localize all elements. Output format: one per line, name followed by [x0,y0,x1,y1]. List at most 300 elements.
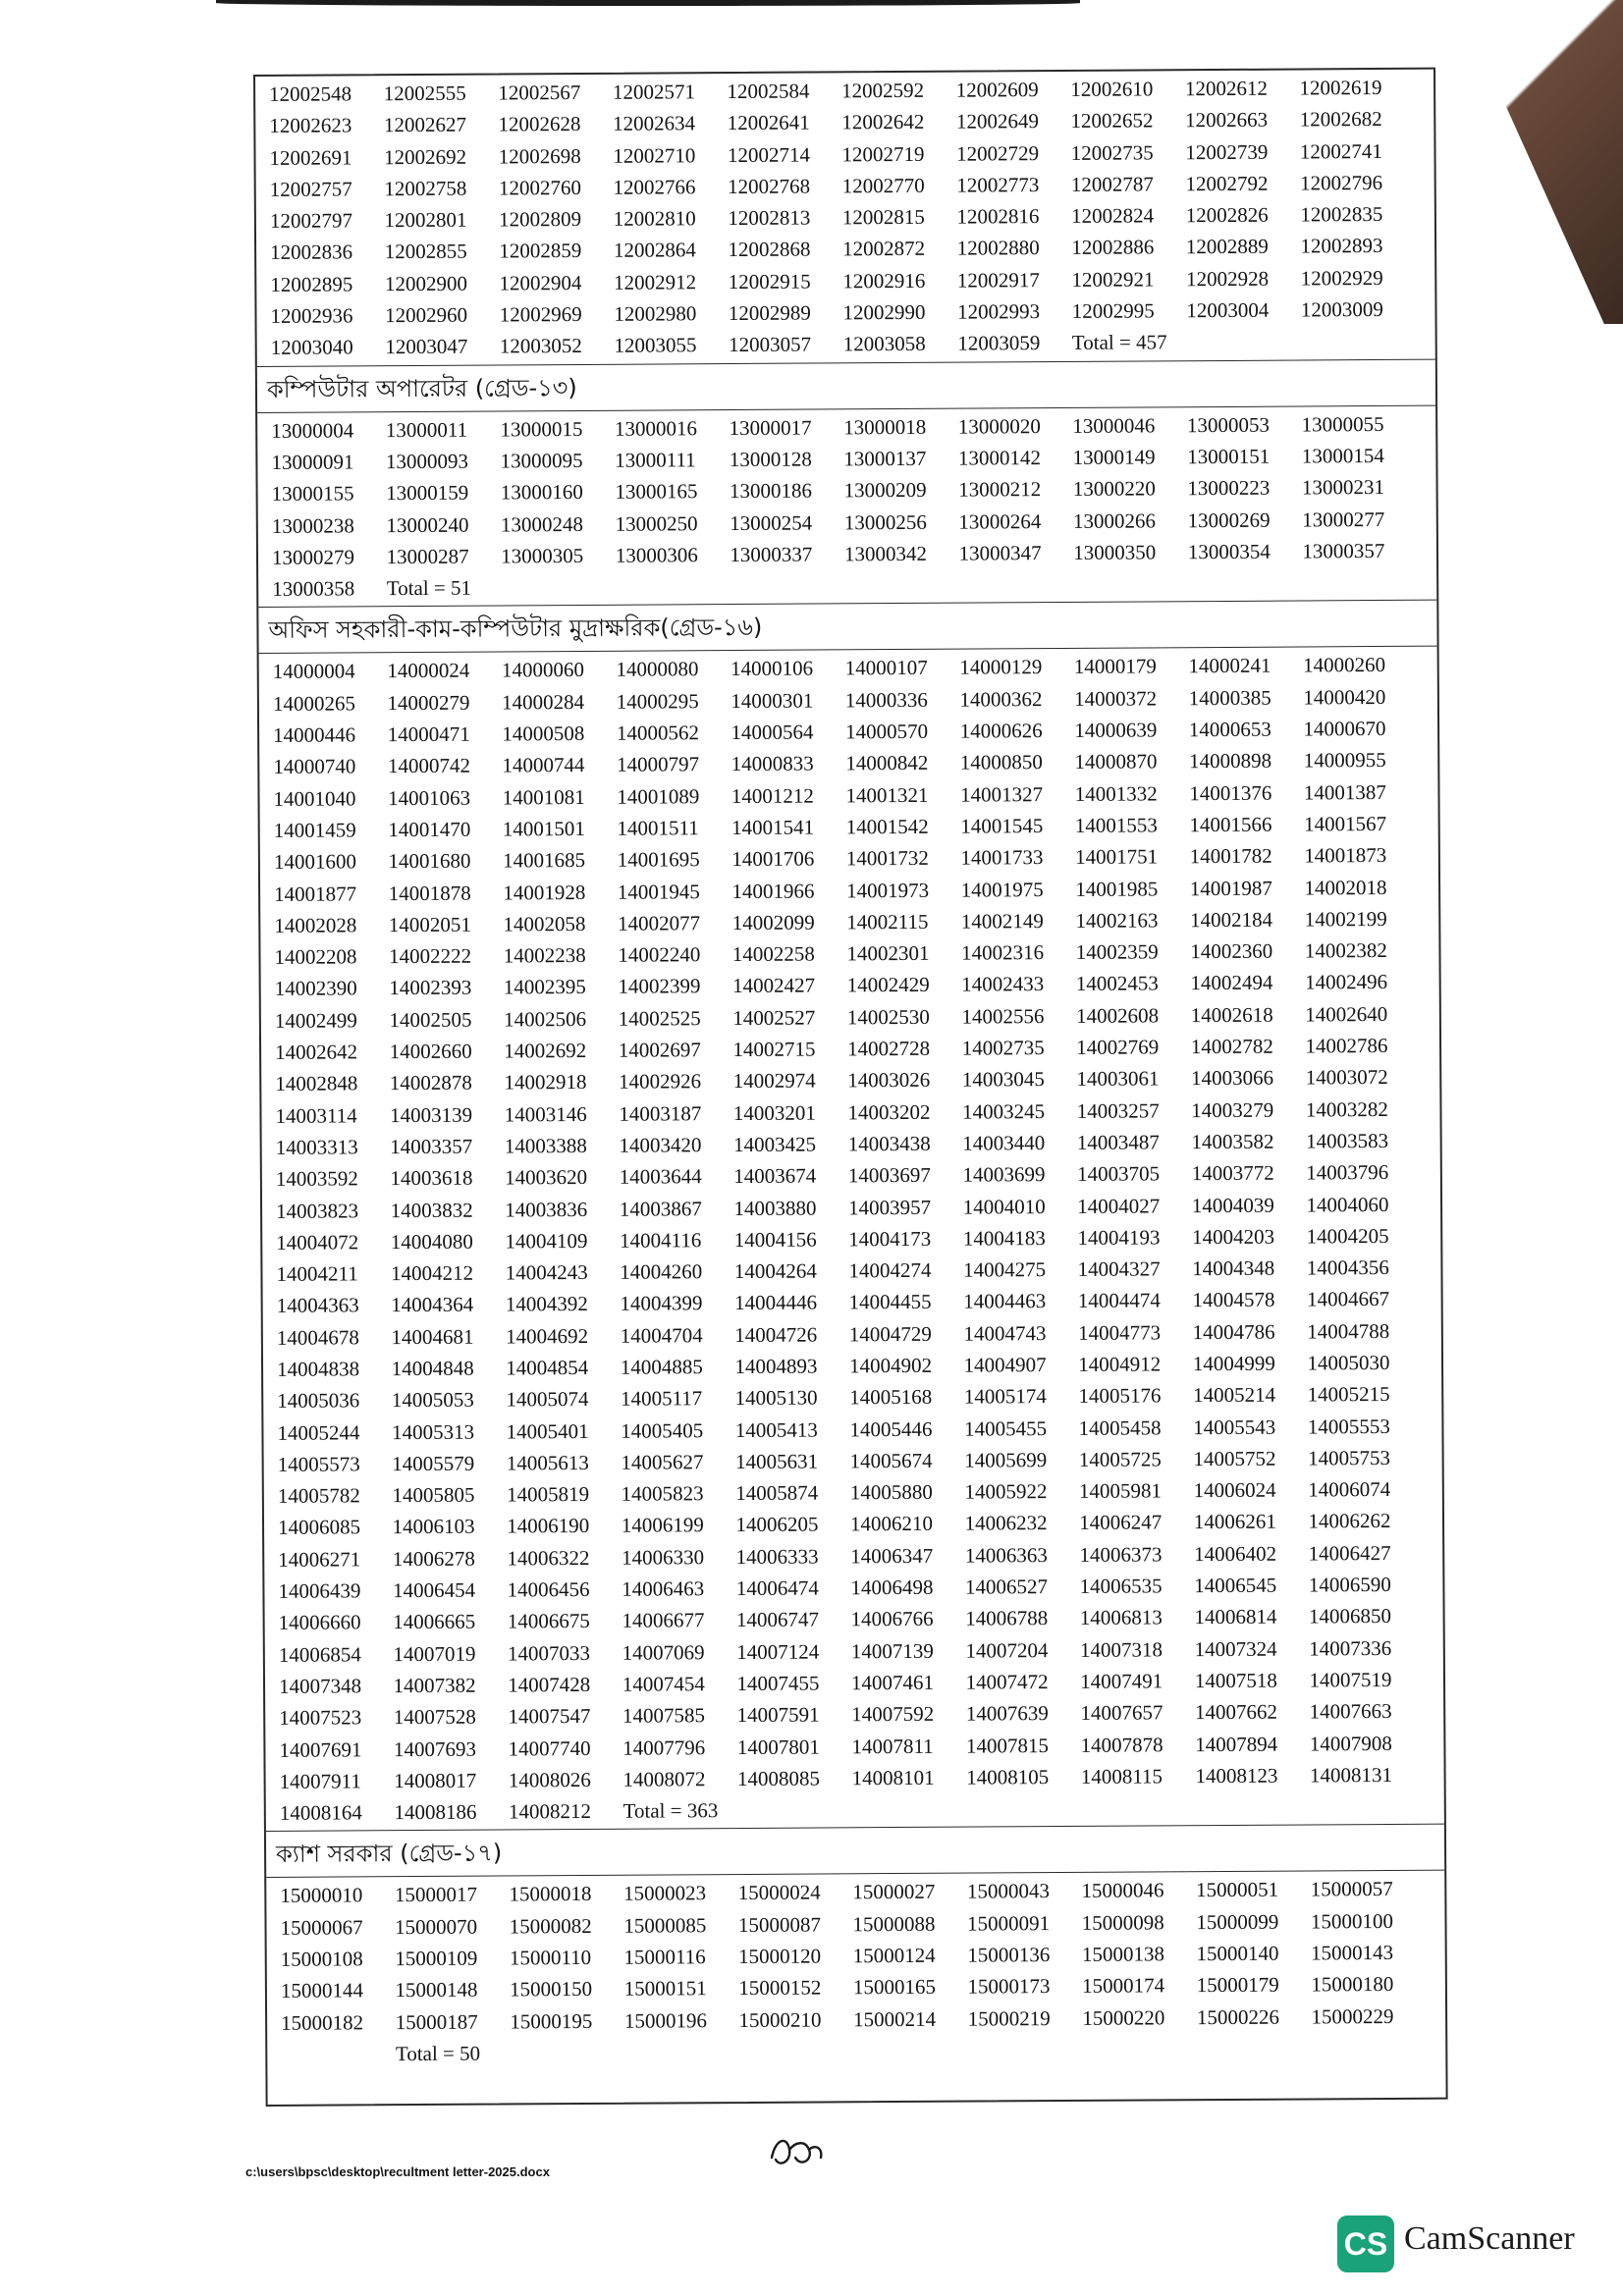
roll-number: 14005130 [734,1385,818,1411]
roll-number: 15000143 [1311,1940,1394,1965]
roll-number: 13000347 [958,540,1042,565]
roll-number: 14003836 [505,1197,588,1221]
roll-number: 14006402 [1193,1541,1277,1566]
roll-number: 14004704 [620,1322,703,1348]
roll-number: 14004838 [276,1357,360,1381]
roll-number: 14007591 [736,1702,820,1728]
roll-number: 14007069 [622,1639,705,1665]
roll-number: 14003388 [504,1133,587,1158]
roll-number: 15000173 [967,1974,1051,1999]
roll-number: 14002530 [846,1004,930,1030]
roll-number: 13000354 [1187,539,1271,564]
roll-number: 13000342 [843,541,928,566]
roll-number: 14002642 [275,1040,358,1064]
roll-number: 12002760 [498,175,581,200]
roll-number: 15000229 [1311,2003,1394,2029]
roll-number: 14002848 [275,1071,358,1096]
roll-number: 14004027 [1077,1193,1161,1218]
roll-number: 14004211 [276,1261,358,1286]
roll-number: 12002766 [613,175,696,199]
roll-number: 14006363 [964,1542,1048,1568]
roll-number: 14002453 [1075,971,1159,996]
section-total: Total = 51 [386,575,472,601]
roll-number: 14001685 [503,848,586,873]
roll-number: 15000108 [280,1947,363,1971]
roll-number: 13000306 [615,543,698,567]
roll-number: 12002886 [1071,235,1155,260]
roll-number: 14005819 [506,1482,590,1507]
roll-number: 14001387 [1303,779,1386,805]
roll-number: 15000087 [737,1912,821,1937]
roll-number: 14003045 [961,1067,1045,1092]
roll-number: 14002115 [846,909,929,934]
roll-number: 14002878 [389,1070,472,1095]
roll-number: 14003026 [847,1068,931,1093]
roll-number: 14002163 [1075,908,1159,933]
roll-number: 12002619 [1299,75,1382,100]
roll-number: 15000018 [509,1882,592,1906]
roll-number: 13000004 [271,418,354,443]
roll-number: 12002880 [956,236,1040,261]
roll-number: 14000106 [730,656,814,681]
roll-number: 14001877 [274,881,357,906]
roll-number: 12002915 [728,269,811,294]
roll-number: 14007911 [279,1769,361,1793]
roll-number: 14007455 [736,1671,820,1695]
roll-number: 15000187 [395,2009,478,2034]
roll-number: 14000060 [501,658,584,682]
roll-number: 14006210 [849,1512,934,1536]
roll-number: 14004681 [391,1324,474,1349]
roll-number: 14006333 [735,1544,819,1569]
roll-number: 14004678 [276,1325,359,1350]
roll-number: 14007461 [850,1670,935,1695]
roll-number: 14002608 [1075,1003,1160,1028]
roll-number: 14000742 [387,754,470,778]
roll-number: 12002735 [1070,139,1154,165]
roll-number: 14002506 [503,1006,587,1032]
number-grid [266,1871,1445,2072]
roll-number: 14003697 [847,1163,931,1188]
roll-number: 14004463 [963,1289,1047,1313]
roll-number: 12002627 [383,112,466,137]
section-1 [257,359,1436,608]
roll-number: 12002995 [1071,298,1155,323]
camscanner-brand-text: CamScanner [1404,2220,1575,2257]
section-heading: কম্পিউটার অপারেটর (গ্রেড-১৩) [257,359,1435,412]
roll-number: 14003699 [962,1162,1046,1187]
roll-number: 12002824 [1071,203,1155,229]
roll-number: 12002609 [955,78,1039,102]
roll-number: 14006190 [507,1514,590,1538]
roll-number: 14003357 [390,1134,473,1159]
roll-number: 14000260 [1303,653,1386,677]
camscanner-logo-icon: CS [1337,2216,1394,2272]
roll-number: 14006205 [735,1512,819,1537]
roll-number: 14002786 [1305,1033,1388,1058]
roll-number: 13000254 [730,510,813,535]
roll-number: 14003201 [732,1100,816,1125]
roll-number: 14002697 [618,1038,701,1062]
roll-number: 12002729 [956,140,1040,166]
section-3 [266,1825,1445,2072]
roll-number: 14001928 [503,880,586,904]
roll-number: 13000220 [1072,476,1156,502]
roll-number: 12003055 [614,333,697,358]
roll-number: 15000057 [1310,1877,1393,1901]
roll-number: 14000372 [1074,686,1158,711]
roll-number: 14001332 [1074,781,1158,806]
roll-number: 14008026 [508,1767,591,1792]
roll-number: 14002184 [1190,907,1273,933]
roll-number: 14000670 [1303,717,1386,741]
roll-number: 14005176 [1078,1383,1162,1409]
roll-number: 13000266 [1072,507,1157,533]
roll-number: 14005579 [392,1451,475,1476]
roll-number: 13000017 [729,415,812,440]
roll-number: 15000179 [1196,1972,1279,1998]
roll-number: 13000155 [271,481,354,507]
roll-number: 12002757 [269,177,352,201]
roll-number: 14004212 [390,1260,474,1286]
roll-number: 14007547 [508,1704,591,1729]
roll-number: 14003279 [1191,1097,1274,1122]
roll-number: 15000027 [852,1880,936,1904]
roll-number: 14003880 [733,1196,817,1220]
roll-number: 15000116 [623,1945,706,1969]
roll-number: 14002499 [274,1008,357,1033]
roll-number: 14002782 [1190,1034,1273,1059]
roll-number: 13000248 [500,511,584,537]
roll-number: 15000136 [967,1943,1051,1967]
roll-number: 14000653 [1188,717,1271,742]
empty-cell [281,2038,396,2070]
roll-number: 14007796 [622,1735,706,1760]
roll-number: 13000223 [1187,475,1271,501]
roll-number: 14007033 [507,1640,591,1666]
roll-number: 14002505 [389,1007,472,1032]
roll-number: 14000284 [502,689,585,715]
roll-number: 15000010 [280,1883,363,1908]
roll-number: 14001733 [960,845,1044,870]
roll-number: 15000219 [967,2005,1051,2031]
roll-number: 14005981 [1078,1478,1163,1504]
roll-number: 15000100 [1310,1908,1393,1934]
roll-number: 12002623 [269,113,352,138]
roll-number: 13000011 [385,417,468,442]
roll-number: 14004010 [962,1194,1046,1219]
roll-number: 14001732 [845,846,929,871]
roll-number: 13000305 [501,543,584,568]
roll-number: 12002739 [1185,139,1269,164]
roll-number: 14006535 [1079,1574,1163,1598]
roll-number: 12002555 [383,80,466,106]
roll-number: 14004072 [276,1230,359,1255]
roll-number: 14007811 [851,1734,934,1758]
roll-number: 15000051 [1196,1878,1279,1902]
roll-number: 12003057 [729,332,812,357]
roll-number: 15000151 [623,1976,707,2002]
section-heading: অফিস সহকারী-কাম-কম্পিউটার মুদ্রাক্ষরিক(গ্রেড-১৬) [258,601,1436,654]
roll-number: 14000744 [502,753,585,777]
roll-number: 14001973 [845,878,930,902]
roll-number: 13000256 [843,509,927,534]
roll-number: 14007657 [1080,1700,1163,1726]
roll-number: 14006463 [622,1576,705,1601]
roll-number: 14002395 [503,975,586,999]
roll-number: 14003620 [504,1165,588,1190]
roll-number: 14006271 [278,1547,361,1572]
roll-number: 15000024 [737,1880,821,1905]
roll-number: 15000148 [395,1977,478,2002]
roll-number: 14005215 [1307,1382,1390,1407]
roll-number: 14002240 [618,942,701,967]
roll-number: 14006590 [1308,1573,1391,1597]
roll-number: 12003059 [957,331,1041,355]
roll-number: 12003052 [499,334,582,358]
roll-number: 14007491 [1080,1669,1163,1693]
roll-number-table [253,68,1448,2107]
roll-number: 12002928 [1186,266,1270,291]
roll-number: 14006454 [392,1577,476,1603]
roll-number: 14000301 [730,688,814,713]
roll-number: 14004788 [1307,1318,1390,1344]
roll-number: 12002912 [614,270,697,294]
roll-number: 12002567 [498,80,581,105]
roll-number: 14003582 [1191,1129,1274,1154]
roll-number: 15000180 [1311,1972,1394,1997]
roll-number: 14001081 [502,784,585,810]
roll-number: 15000110 [509,1945,592,1970]
roll-number: 14006747 [735,1607,820,1632]
roll-number: 14003705 [1076,1161,1161,1187]
roll-number: 12002993 [957,299,1041,324]
roll-number: 14006527 [964,1575,1049,1599]
roll-number: 14005880 [849,1479,933,1505]
roll-number: 14002399 [618,974,701,999]
roll-number: 14000004 [272,659,355,684]
roll-number: 14002525 [618,1005,701,1031]
roll-number: 14000955 [1303,748,1386,773]
roll-number: 12002641 [727,110,810,135]
roll-number: 14003425 [732,1132,817,1156]
number-grid [255,70,1435,366]
roll-number: 14003245 [961,1098,1046,1124]
roll-number: 14000336 [844,687,928,713]
roll-number: 14002077 [618,911,701,935]
roll-number: 14003823 [275,1198,359,1223]
roll-number: 12002682 [1299,107,1382,132]
roll-number: 14005553 [1307,1414,1390,1439]
roll-number: 13000279 [271,545,355,569]
roll-number: 14002918 [504,1070,587,1095]
roll-number: 12002904 [499,270,582,295]
roll-number: 14007336 [1309,1635,1392,1661]
roll-number: 15000196 [623,2007,707,2033]
roll-number: 13000358 [272,576,355,602]
roll-number: 14005674 [849,1448,933,1473]
roll-number: 14001873 [1304,843,1387,868]
roll-number: 14002926 [618,1069,702,1095]
roll-number: 14007662 [1194,1699,1278,1725]
roll-number: 14004854 [506,1355,589,1380]
roll-number: 12002989 [728,300,811,326]
roll-number: 14004193 [1077,1225,1161,1250]
roll-number: 14000471 [387,721,470,747]
roll-number: 14004902 [848,1353,933,1378]
roll-number: 12002652 [1070,108,1154,133]
roll-number: 14006498 [850,1575,934,1600]
roll-number: 14007518 [1194,1668,1277,1693]
roll-number: 14001975 [960,877,1044,902]
roll-number: 14005413 [734,1417,818,1442]
roll-number: 12002864 [613,238,696,263]
roll-number: 13000151 [1187,444,1271,469]
roll-number: 14004848 [391,1356,474,1381]
roll-number: 13000277 [1302,507,1385,532]
roll-number: 14002382 [1304,938,1387,963]
roll-number: 15000210 [738,2007,822,2032]
roll-number: 14006247 [1079,1510,1163,1535]
roll-number: 13000018 [843,414,927,440]
roll-number: 14005244 [277,1419,360,1445]
roll-number: 14005401 [506,1418,589,1444]
roll-number: 14007663 [1309,1699,1392,1724]
roll-number: 14000626 [959,719,1043,743]
roll-number: 12002592 [841,78,925,103]
roll-number: 14002028 [274,913,357,937]
roll-number: 14007592 [851,1702,935,1727]
roll-number: 14001566 [1189,812,1272,837]
roll-number: 14004999 [1192,1351,1275,1376]
roll-number: 15000144 [280,1978,363,2003]
roll-number: 14002258 [731,941,815,967]
roll-number: 14008085 [736,1766,821,1790]
scan-top-edge [216,0,1080,6]
roll-number: 14004364 [391,1293,474,1317]
roll-number: 14002301 [846,940,930,966]
roll-number: 13000046 [1072,413,1156,438]
roll-number: 14000295 [616,688,699,714]
roll-number: 15000174 [1082,1973,1165,1999]
roll-number: 14004080 [390,1229,473,1254]
roll-number: 12002921 [1071,267,1155,292]
roll-number: 12002787 [1070,172,1154,196]
roll-number: 14001459 [273,818,356,842]
roll-number: 13000091 [271,450,354,474]
roll-number: 13000159 [386,480,469,506]
roll-number: 14005922 [964,1479,1048,1504]
roll-number: 15000067 [280,1915,363,1940]
roll-number: 14007908 [1309,1731,1392,1756]
roll-number: 14005174 [963,1384,1047,1409]
roll-number: 14004039 [1191,1193,1274,1217]
roll-number: 14008164 [279,1800,362,1826]
roll-number: 15000165 [852,1975,936,2000]
roll-number: 14005805 [392,1482,475,1508]
roll-number: 14004912 [1078,1352,1162,1376]
roll-number: 14006278 [392,1546,475,1571]
roll-number: 14002018 [1304,875,1387,900]
roll-number: 14007204 [965,1637,1049,1663]
roll-number: 14001695 [617,847,700,872]
roll-number: 14006199 [621,1513,704,1538]
roll-number: 13000154 [1301,443,1384,468]
roll-number: 14005455 [963,1415,1048,1441]
roll-number: 14000179 [1073,654,1157,679]
roll-number: 14001542 [845,814,929,839]
roll-number: 14003796 [1306,1160,1389,1185]
roll-number: 14001553 [1074,813,1158,837]
roll-number: 14006766 [850,1607,934,1631]
roll-number: 14006103 [392,1515,475,1539]
roll-number: 13000015 [500,416,583,442]
roll-number: 14006427 [1308,1540,1391,1566]
roll-number: 14000279 [387,690,470,715]
roll-number: 14002390 [274,976,357,1001]
roll-number: 14006660 [278,1610,361,1635]
roll-number: 12002815 [841,205,925,230]
roll-number: 13000238 [271,512,354,538]
roll-number: 12002859 [499,239,582,263]
roll-number: 14004274 [848,1257,932,1283]
roll-number: 15000091 [967,1910,1051,1936]
roll-number: 14004743 [963,1320,1047,1346]
roll-number: 14002099 [731,910,815,934]
document-file-path: c:\users\bpsc\desktop\recultment letter-2025.docx [245,2164,550,2179]
roll-number: 14003618 [390,1165,473,1191]
roll-number: 14003772 [1191,1160,1274,1186]
roll-number: 14007693 [393,1736,477,1761]
roll-number: 14001966 [731,879,815,903]
roll-number: 14004116 [619,1228,702,1253]
roll-number: 14002433 [961,972,1045,997]
roll-number: 15000046 [1081,1878,1164,1903]
roll-number: 13000357 [1302,538,1385,563]
roll-number: 14001985 [1075,876,1159,901]
roll-number: 14001541 [731,815,815,839]
roll-number: 14000639 [1074,718,1158,742]
roll-number: 14002238 [503,943,586,968]
roll-number: 15000138 [1081,1942,1164,1966]
roll-number: 14000024 [387,659,470,683]
roll-number: 12002893 [1300,234,1383,258]
roll-number: 14004243 [505,1260,588,1285]
roll-number: 14002556 [961,1003,1045,1029]
roll-number: 14008123 [1195,1763,1278,1789]
roll-number: 14003202 [847,1099,931,1124]
roll-number: 13000350 [1073,540,1157,564]
roll-number: 14003139 [389,1102,473,1127]
roll-number: 14004726 [734,1322,818,1347]
roll-number: 14001987 [1189,876,1272,900]
roll-number: 14005446 [849,1416,933,1441]
roll-number: 13000269 [1187,507,1271,532]
roll-number: 12002691 [269,144,352,170]
roll-number: 12002868 [728,238,811,262]
roll-number: 14007454 [622,1672,705,1696]
roll-number: 14006262 [1308,1509,1391,1533]
roll-number: 14002974 [732,1068,816,1094]
roll-number: 14003867 [619,1196,702,1221]
roll-number: 14006074 [1308,1477,1391,1502]
roll-number: 13000165 [615,479,698,505]
roll-number: 14000107 [844,656,928,680]
roll-number: 14007801 [736,1735,820,1759]
section-heading: ক্যাশ সরকার (গ্রেড-১৭) [266,1825,1444,1878]
roll-number: 15000023 [623,1881,707,1906]
roll-number: 14000833 [730,751,814,776]
